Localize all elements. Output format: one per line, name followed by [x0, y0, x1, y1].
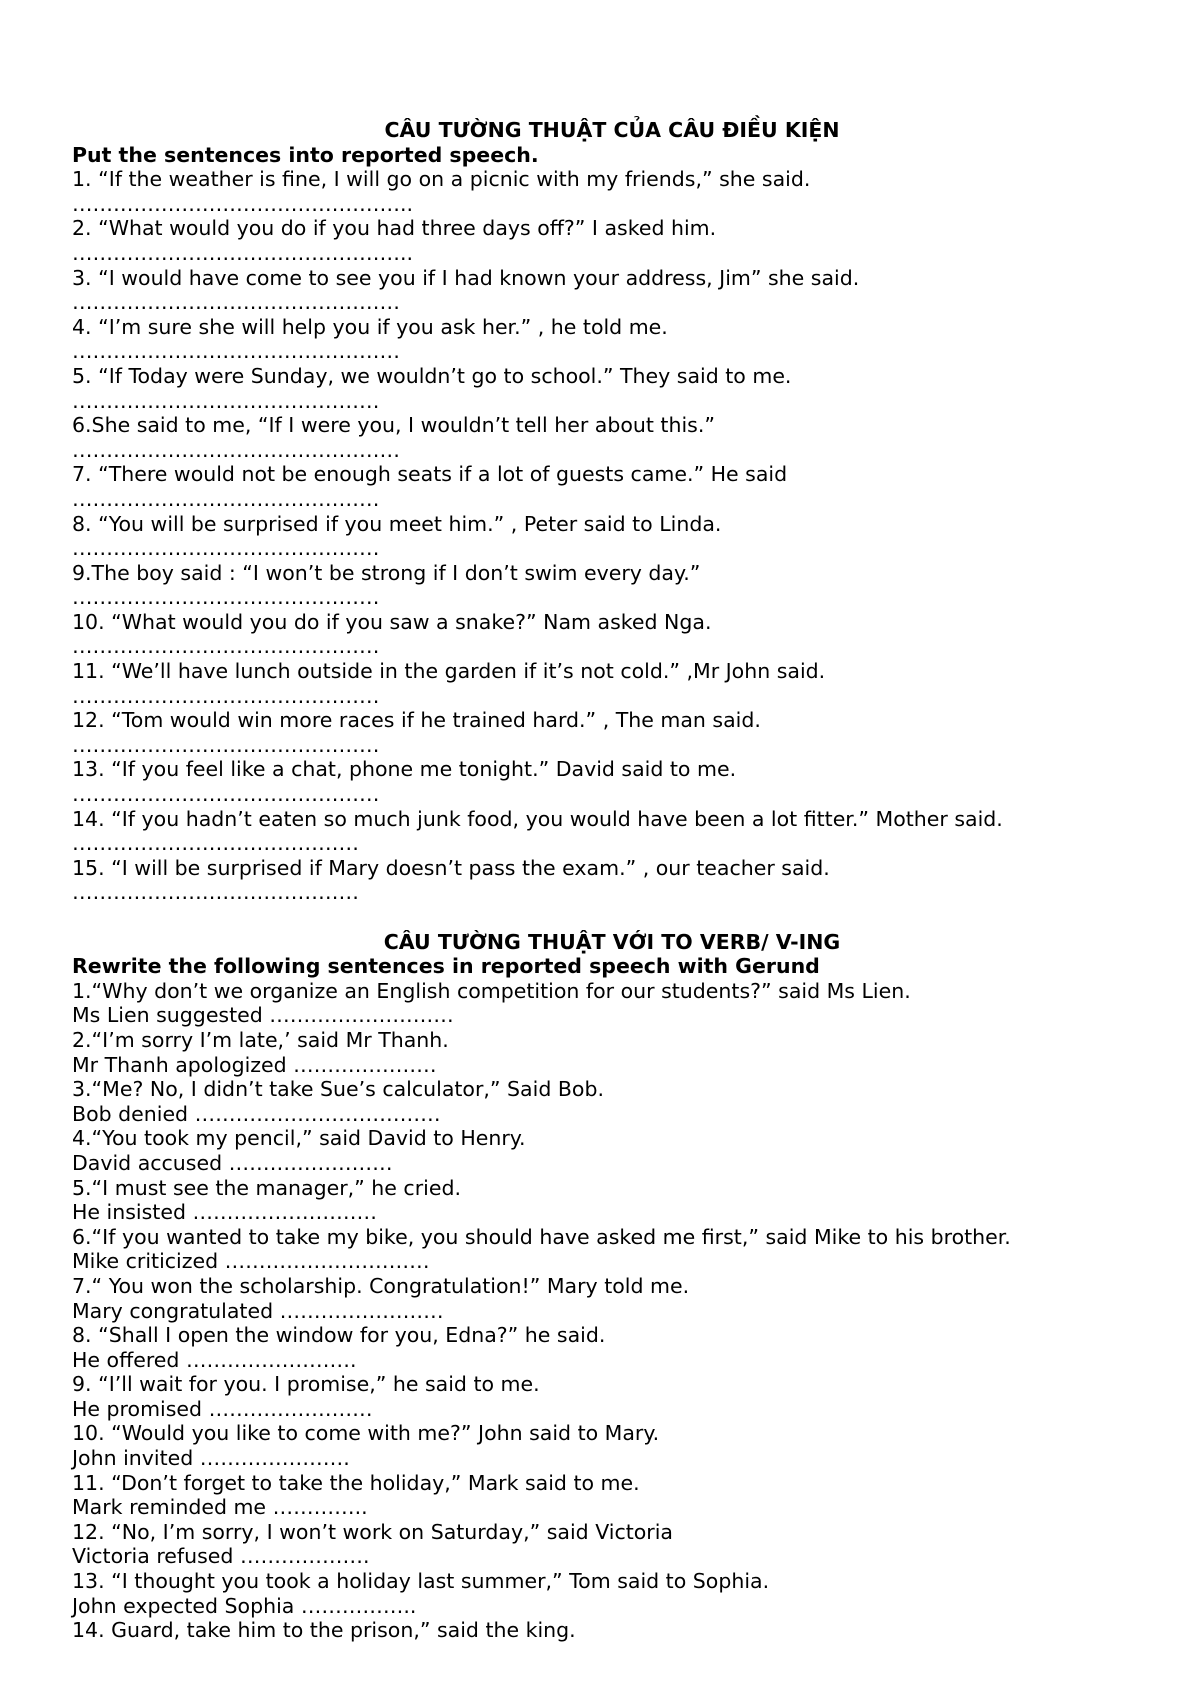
s2-answer-prompt: David accused ……………………	[72, 1150, 393, 1175]
s2-answer-prompt: Mr Thanh apologized …………………	[72, 1052, 437, 1077]
s1-question: 11. “We’ll have lunch outside in the garden if it’s not cold.” ,Mr John said.	[72, 659, 826, 684]
s2-answer-prompt: He promised ……………………	[72, 1396, 373, 1421]
worksheet-page	[72, 118, 1132, 1643]
s1-question: 2. “What would you do if you had three days off?” I asked him.	[72, 216, 717, 241]
s1-answer-blank: ………………………………………	[72, 782, 380, 807]
s1-question: 9.The boy said : “I won’t be strong if I don’t swim every day.”	[72, 560, 701, 585]
s2-answer-prompt: He offered …………………….	[72, 1347, 357, 1372]
s2-question: 12. “No, I’m sorry, I won’t work on Saturday,” said Victoria	[72, 1519, 673, 1544]
s2-question: 13. “I thought you took a holiday last summer,” Tom said to Sophia.	[72, 1569, 770, 1594]
s1-answer-blank: …………………………………………..	[72, 191, 414, 216]
s1-answer-blank: …………………………………………	[72, 437, 400, 462]
section1-list	[72, 167, 1132, 905]
s1-answer-blank: ………………………………………	[72, 585, 380, 610]
s1-question: 10. “What would you do if you saw a snake?” Nam asked Nga.	[72, 609, 712, 634]
s2-question: 9. “I’ll wait for you. I promise,” he said to me.	[72, 1372, 540, 1397]
s2-question: 11. “Don’t forget to take the holiday,” Mark said to me.	[72, 1470, 640, 1495]
s1-answer-blank: ………………………………………	[72, 634, 380, 659]
s1-question: 13. “If you feel like a chat, phone me tonight.” David said to me.	[72, 757, 737, 782]
section1-title: CÂU TƯỜNG THUẬT CỦA CÂU ĐIỀU KIỆN	[384, 118, 840, 142]
s1-answer-blank: ………………………………………	[72, 486, 380, 511]
s1-question: 14. “If you hadn’t eaten so much junk food, you would have been a lot fitter.” Mother said.	[72, 806, 1003, 831]
s1-answer-blank: …………………………………………..	[72, 240, 414, 265]
s1-answer-blank: …………………………………………	[72, 290, 400, 315]
s1-question: 7. “There would not be enough seats if a lot of guests came.” He said	[72, 462, 788, 487]
section2-list	[72, 979, 1132, 1643]
s2-answer-prompt: John expected Sophia ……………..	[72, 1593, 417, 1618]
s2-question: 1.“Why don’t we organize an English competition for our students?” said Ms Lien.	[72, 978, 911, 1003]
s1-answer-blank: ………………………………………	[72, 388, 380, 413]
s2-answer-prompt: Mike criticized …………………………	[72, 1249, 430, 1274]
s2-answer-prompt: Bob denied ………………………………	[72, 1101, 441, 1126]
s2-answer-prompt: Ms Lien suggested ………………………	[72, 1003, 454, 1028]
s2-answer-prompt: Mark reminded me …………..	[72, 1495, 368, 1520]
s1-question: 3. “I would have come to see you if I had known your address, Jim” she said.	[72, 265, 860, 290]
s2-question: 14. Guard, take him to the prison,” said the king.	[72, 1618, 576, 1643]
section-spacer	[72, 905, 1132, 930]
s2-question: 7.“ You won the scholarship. Congratulation!” Mary told me.	[72, 1273, 690, 1298]
s1-question: 12. “Tom would win more races if he trained hard.” , The man said.	[72, 708, 761, 733]
s2-question: 4.“You took my pencil,” said David to Henry.	[72, 1126, 526, 1151]
s1-answer-blank: ………………………………………	[72, 732, 380, 757]
s2-answer-prompt: He insisted ………………………	[72, 1200, 377, 1225]
s2-question: 10. “Would you like to come with me?” John said to Mary.	[72, 1421, 660, 1446]
section2-title: CÂU TƯỜNG THUẬT VỚI TO VERB/ V-ING	[383, 929, 841, 954]
s1-question: 6.She said to me, “If I were you, I wouldn’t tell her about this.”	[72, 413, 715, 438]
s1-question: 15. “I will be surprised if Mary doesn’t pass the exam.” , our teacher said.	[72, 855, 830, 880]
section1-instruction: Put the sentences into reported speech.	[72, 142, 539, 167]
s2-question: 2.“I’m sorry I’m late,’ said Mr Thanh.	[72, 1027, 449, 1052]
s1-question: 5. “If Today were Sunday, we wouldn’t go to school.” They said to me.	[72, 363, 792, 388]
s2-answer-prompt: Victoria refused ……………….	[72, 1544, 370, 1569]
s1-answer-blank: ……………………………………	[72, 831, 359, 856]
s1-question: 1. “If the weather is fine, I will go on a picnic with my friends,” she said.	[72, 167, 811, 192]
s1-answer-blank: ………………………………………	[72, 683, 380, 708]
s1-question: 4. “I’m sure she will help you if you ask her.” , he told me.	[72, 314, 668, 339]
s1-question: 8. “You will be surprised if you meet him.” , Peter said to Linda.	[72, 511, 722, 536]
s1-answer-blank: …………………………………………	[72, 339, 400, 364]
s2-question: 6.“If you wanted to take my bike, you should have asked me first,” said Mike to his brother.	[72, 1224, 1011, 1249]
s2-question: 3.“Me? No, I didn’t take Sue’s calculator,” Said Bob.	[72, 1077, 604, 1102]
s1-answer-blank: ……………………………………	[72, 880, 359, 905]
s2-question: 8. “Shall I open the window for you, Edna?” he said.	[72, 1323, 606, 1348]
s2-question: 5.“I must see the manager,” he cried.	[72, 1175, 461, 1200]
s1-answer-blank: ………………………………………	[72, 536, 380, 561]
section2-instruction: Rewrite the following sentences in reported speech with Gerund	[72, 954, 820, 979]
s2-answer-prompt: John invited ………………….	[72, 1446, 350, 1471]
s2-answer-prompt: Mary congratulated ……………………	[72, 1298, 444, 1323]
